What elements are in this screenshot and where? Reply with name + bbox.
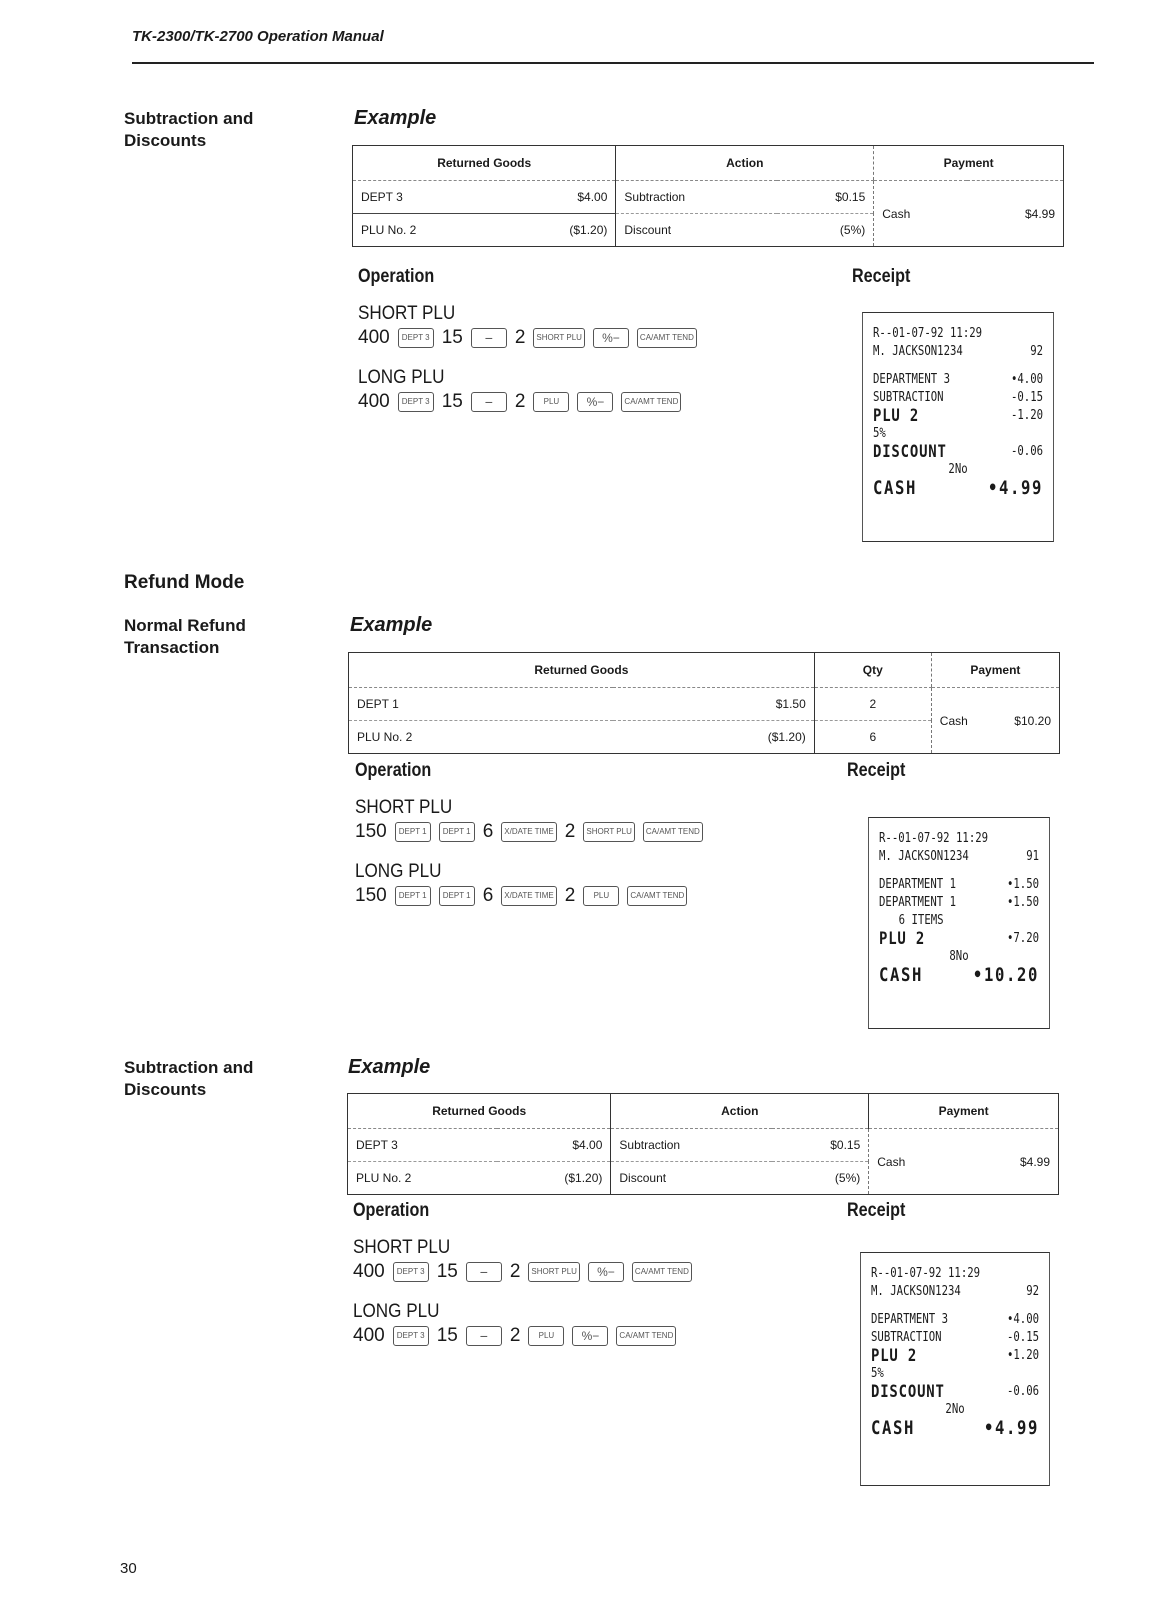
example-table xyxy=(347,1093,1059,1195)
cash-amt-tend-key: CA/AMT TEND xyxy=(632,1262,692,1282)
dept-key: DEPT 3 xyxy=(393,1262,429,1282)
key-sequence-long: 400 DEPT 3 15 − 2 PLU %− CA/AMT TEND xyxy=(358,391,681,413)
long-plu-title: LONG PLU xyxy=(353,1301,440,1322)
table-row: DEPT 1 $1.50 2 Cash $10.20 xyxy=(349,688,1060,721)
operation-label: Operation xyxy=(355,760,432,781)
key-sequence-short: 400 DEPT 3 15 − 2 SHORT PLU %− CA/AMT TEND xyxy=(358,327,697,349)
short-plu-key: SHORT PLU xyxy=(533,328,585,348)
col-header-action: Action xyxy=(611,1094,869,1129)
example-heading: Example xyxy=(348,1056,431,1078)
example-heading: Example xyxy=(350,614,433,636)
minus-key: − xyxy=(471,392,507,412)
dept-key: DEPT 3 xyxy=(398,328,434,348)
dept-key: DEPT 1 xyxy=(439,886,475,906)
key-sequence-long: 150 DEPT 1 DEPT 1 6 X/DATE TIME 2 PLU CA/AMT TEND xyxy=(355,885,687,907)
receipt-printout: R--01-07-92 11:29 M. JACKSON1234 91 DEPARTMENT 1 •1.50 DEPARTMENT 1 •1.50 6 ITEMS PLU 2 •7.20 8No CASH •10.20 xyxy=(868,817,1050,1029)
col-header-payment: Payment xyxy=(931,653,1059,688)
table-row: DEPT 3 $4.00 Subtraction $0.15 Cash $4.99 xyxy=(353,181,1064,214)
plu-key: PLU xyxy=(528,1326,564,1346)
percent-minus-key: %− xyxy=(588,1262,624,1282)
col-header-payment: Payment xyxy=(869,1094,1059,1129)
col-header-action: Action xyxy=(616,146,874,181)
section-heading-normal-refund: Normal Refund Transaction xyxy=(124,616,246,657)
x-date-time-key: X/DATE TIME xyxy=(501,886,557,906)
table-row: PLU No. 2 ($1.20) Discount (5%) xyxy=(353,214,1064,247)
col-header-qty: Qty xyxy=(814,653,931,688)
section-heading-subtraction-discounts: Subtraction and Discounts xyxy=(124,1058,254,1099)
table-row: PLU No. 2 ($1.20) 6 xyxy=(349,721,1060,754)
dept-key: DEPT 3 xyxy=(398,392,434,412)
receipt-printout: R--01-07-92 11:29 M. JACKSON1234 92 DEPARTMENT 3 •4.00 SUBTRACTION -0.15 PLU 2 •1.20 5% DISCOUNT -0.06 2No CASH •4.99 xyxy=(860,1252,1050,1486)
col-header-returned-goods: Returned Goods xyxy=(353,146,616,181)
minus-key: − xyxy=(471,328,507,348)
operation-label: Operation xyxy=(353,1200,430,1221)
dept-key: DEPT 1 xyxy=(439,822,475,842)
section-heading-subtraction-discounts: Subtraction and Discounts xyxy=(124,109,254,150)
cash-amt-tend-key: CA/AMT TEND xyxy=(621,392,681,412)
receipt-printout: R--01-07-92 11:29 M. JACKSON1234 92 DEPARTMENT 3 •4.00 SUBTRACTION -0.15 PLU 2 -1.20 5% DISCOUNT -0.06 2No CASH •4.99 xyxy=(862,312,1054,542)
x-date-time-key: X/DATE TIME xyxy=(501,822,557,842)
plu-key: PLU xyxy=(533,392,569,412)
short-plu-title: SHORT PLU xyxy=(355,797,453,818)
col-header-payment: Payment xyxy=(874,146,1064,181)
dept-key: DEPT 1 xyxy=(395,886,431,906)
cash-amt-tend-key: CA/AMT TEND xyxy=(616,1326,676,1346)
cash-amt-tend-key: CA/AMT TEND xyxy=(627,886,687,906)
page-number: 30 xyxy=(120,1560,137,1577)
table-row: DEPT 3 $4.00 Subtraction $0.15 Cash $4.99 xyxy=(348,1129,1059,1162)
percent-minus-key: %− xyxy=(577,392,613,412)
key-sequence-short: 150 DEPT 1 DEPT 1 6 X/DATE TIME 2 SHORT PLU CA/AMT TEND xyxy=(355,821,703,843)
minus-key: − xyxy=(466,1262,502,1282)
long-plu-title: LONG PLU xyxy=(355,861,442,882)
dept-key: DEPT 1 xyxy=(395,822,431,842)
table-row: PLU No. 2 ($1.20) Discount (5%) xyxy=(348,1162,1059,1195)
receipt-label: Receipt xyxy=(847,1200,906,1221)
cash-amt-tend-key: CA/AMT TEND xyxy=(637,328,697,348)
dept-key: DEPT 3 xyxy=(393,1326,429,1346)
short-plu-title: SHORT PLU xyxy=(358,303,456,324)
receipt-label: Receipt xyxy=(847,760,906,781)
short-plu-key: SHORT PLU xyxy=(528,1262,580,1282)
example-table xyxy=(352,145,1064,247)
operation-label: Operation xyxy=(358,266,435,287)
cash-amt-tend-key: CA/AMT TEND xyxy=(643,822,703,842)
short-plu-title: SHORT PLU xyxy=(353,1237,451,1258)
percent-minus-key: %− xyxy=(593,328,629,348)
col-header-returned-goods: Returned Goods xyxy=(348,1094,611,1129)
section-title-refund-mode: Refund Mode xyxy=(124,572,245,593)
minus-key: − xyxy=(466,1326,502,1346)
plu-key: PLU xyxy=(583,886,619,906)
key-sequence-short: 400 DEPT 3 15 − 2 SHORT PLU %− CA/AMT TEND xyxy=(353,1261,692,1283)
header-divider xyxy=(132,62,1094,64)
percent-minus-key: %− xyxy=(572,1326,608,1346)
example-table xyxy=(348,652,1060,754)
short-plu-key: SHORT PLU xyxy=(583,822,635,842)
receipt-label: Receipt xyxy=(852,266,911,287)
page-header-title: TK-2300/TK-2700 Operation Manual xyxy=(132,28,384,45)
long-plu-title: LONG PLU xyxy=(358,367,445,388)
example-heading: Example xyxy=(354,107,437,129)
col-header-returned-goods: Returned Goods xyxy=(349,653,815,688)
key-sequence-long: 400 DEPT 3 15 − 2 PLU %− CA/AMT TEND xyxy=(353,1325,676,1347)
